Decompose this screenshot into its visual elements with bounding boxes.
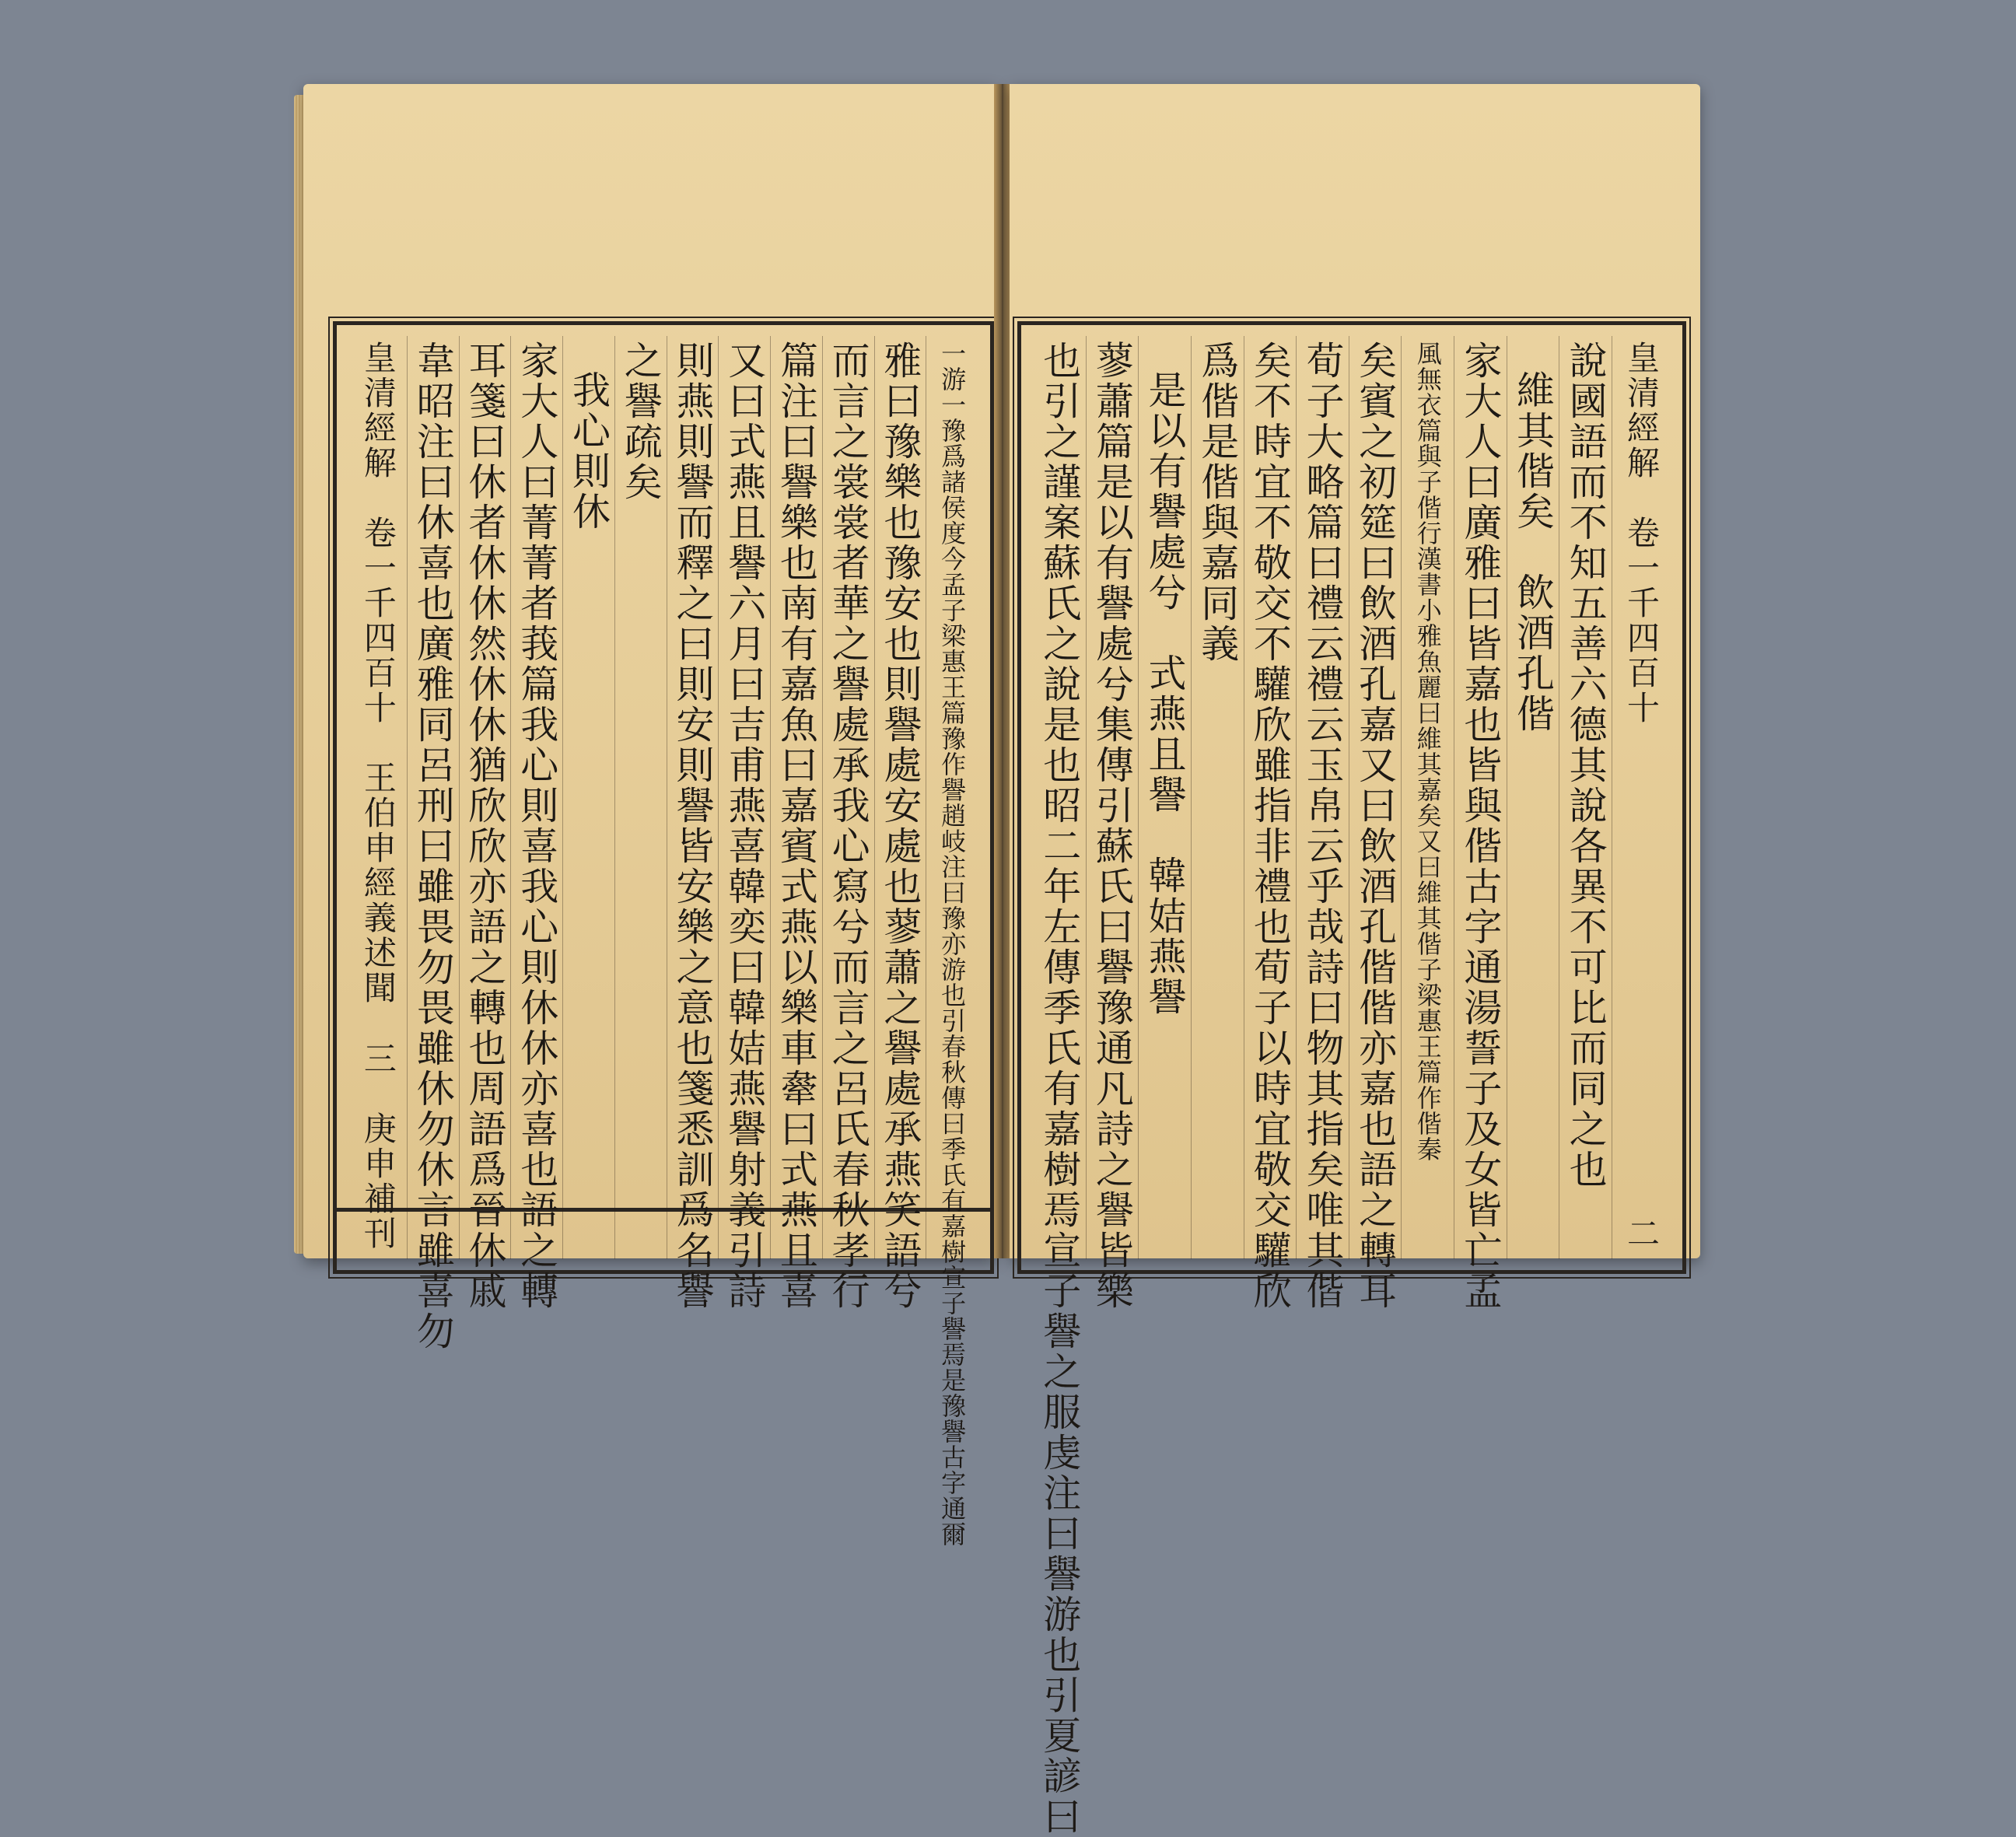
left-text-column bbox=[770, 336, 822, 1311]
left-text-column bbox=[667, 336, 719, 1311]
right-page bbox=[1010, 84, 1700, 1837]
right-text-column bbox=[1034, 336, 1086, 1837]
left-column-text: 耳箋曰休者休休然休休猶欣欣亦語之轉也周語爲晉休戚 bbox=[463, 341, 508, 1311]
right-column-text: 說國語而不知五善六德其說各異不可比而同之也 bbox=[1563, 341, 1608, 1190]
left-text-column bbox=[874, 336, 926, 1311]
right-column-text: 風無衣篇與子偕行漢書小雅魚麗曰維其嘉矣又曰維其偕子梁惠王篇作偕秦 bbox=[1412, 341, 1443, 1162]
left-column-text: 韋昭注曰休喜也廣雅同呂刑曰雖畏勿畏雖休勿休言雖喜勿 bbox=[411, 341, 456, 1352]
left-column-text: 我心則休 bbox=[566, 370, 611, 532]
right-column-text: 也引之謹案蘇氏之說是也昭二年左傳季氏有嘉樹焉宣子譽之服虔注曰譽游也引夏諺曰 bbox=[1037, 341, 1082, 1837]
left-text-column bbox=[459, 336, 511, 1311]
left-column-text: 之譽疏矣 bbox=[618, 341, 663, 502]
right-column-text: 是以有譽處兮 式燕且譽 韓姞燕譽 bbox=[1143, 370, 1188, 1017]
right-running-title: 皇清經解 卷一千四百十 bbox=[1622, 341, 1661, 726]
right-column-text: 維其偕矣 飲酒孔偕 bbox=[1510, 370, 1556, 734]
right-column-text: 爲偕是偕與嘉同義 bbox=[1195, 341, 1240, 664]
left-text-column bbox=[926, 336, 978, 1547]
left-columns bbox=[349, 336, 978, 1547]
left-column-text: 而言之裳裳者華之譽處承我心寫兮而言之呂氏春秋孝行 bbox=[826, 341, 871, 1311]
left-header-column bbox=[349, 336, 407, 1259]
left-column-text: 則燕則譽而釋之曰則安則譽皆安樂之意也箋悉訓爲名譽 bbox=[670, 341, 715, 1311]
left-column-text: 篇注曰譽樂也南有嘉魚曰嘉賓式燕以樂車舝曰式燕且喜 bbox=[774, 341, 819, 1311]
right-text-column bbox=[1507, 336, 1559, 1259]
open-book bbox=[294, 84, 1700, 1837]
right-page-number: 二 bbox=[1622, 1216, 1661, 1251]
right-text-column bbox=[1086, 336, 1139, 1311]
left-text-column bbox=[562, 336, 614, 1259]
left-column-text: 又曰式燕且譽六月曰吉甫燕喜韓奕曰韓姞燕譽射義引詩 bbox=[722, 341, 767, 1311]
right-text-frame bbox=[1017, 321, 1686, 1837]
right-text-column bbox=[1454, 336, 1507, 1311]
right-text-column bbox=[1244, 336, 1297, 1311]
right-column-text: 荀子大略篇曰禮云禮云玉帛云乎哉詩曰物其指矣唯其偕 bbox=[1300, 341, 1345, 1311]
left-page bbox=[303, 84, 996, 1547]
left-running-title: 皇清經解 卷一千四百十 王伯申經義述聞 bbox=[359, 341, 397, 1006]
right-column-text: 矣不時宜不敬交不驩欣雖指非禮也荀子以時宜敬交驩欣 bbox=[1248, 341, 1293, 1311]
left-text-column bbox=[407, 336, 459, 1352]
left-text-column bbox=[822, 336, 874, 1311]
left-text-frame bbox=[333, 321, 994, 1547]
left-text-column bbox=[510, 336, 562, 1311]
left-column-text: 一游一豫爲諸侯度今孟子梁惠王篇豫作譽趙岐注曰豫亦游也引春秋傳曰季氏有嘉樹宣子譽焉是豫譽古字通爾 bbox=[937, 341, 968, 1547]
right-text-column bbox=[1191, 336, 1244, 1259]
left-column-text: 家大人曰菁菁者莪篇我心則喜我心則休休亦喜也語之轉 bbox=[514, 341, 559, 1311]
left-page-footer: 三 庚申補刊 bbox=[359, 1041, 397, 1251]
right-text-column bbox=[1349, 336, 1402, 1311]
left-text-column bbox=[718, 336, 770, 1311]
book-gutter bbox=[994, 84, 1011, 1258]
right-column-text: 矣賓之初筵曰飲酒孔嘉又曰飲酒孔偕偕亦嘉也語之轉耳 bbox=[1353, 341, 1398, 1311]
right-columns bbox=[1034, 336, 1670, 1837]
left-column-text: 雅曰豫樂也豫安也則譽處安處也蓼蕭之譽處承燕笑語兮 bbox=[877, 341, 922, 1311]
right-text-column bbox=[1296, 336, 1349, 1311]
right-column-text: 家大人曰廣雅曰皆嘉也皆與偕古字通湯誓子及女皆亡孟 bbox=[1458, 341, 1503, 1311]
right-header-column bbox=[1612, 336, 1670, 1259]
right-text-column bbox=[1138, 336, 1191, 1259]
right-text-column bbox=[1559, 336, 1612, 1259]
left-text-column bbox=[614, 336, 667, 1259]
right-text-column bbox=[1401, 336, 1454, 1259]
right-column-text: 蓼蕭篇是以有譽處兮集傳引蘇氏曰譽豫通凡詩之譽皆樂 bbox=[1090, 341, 1135, 1311]
